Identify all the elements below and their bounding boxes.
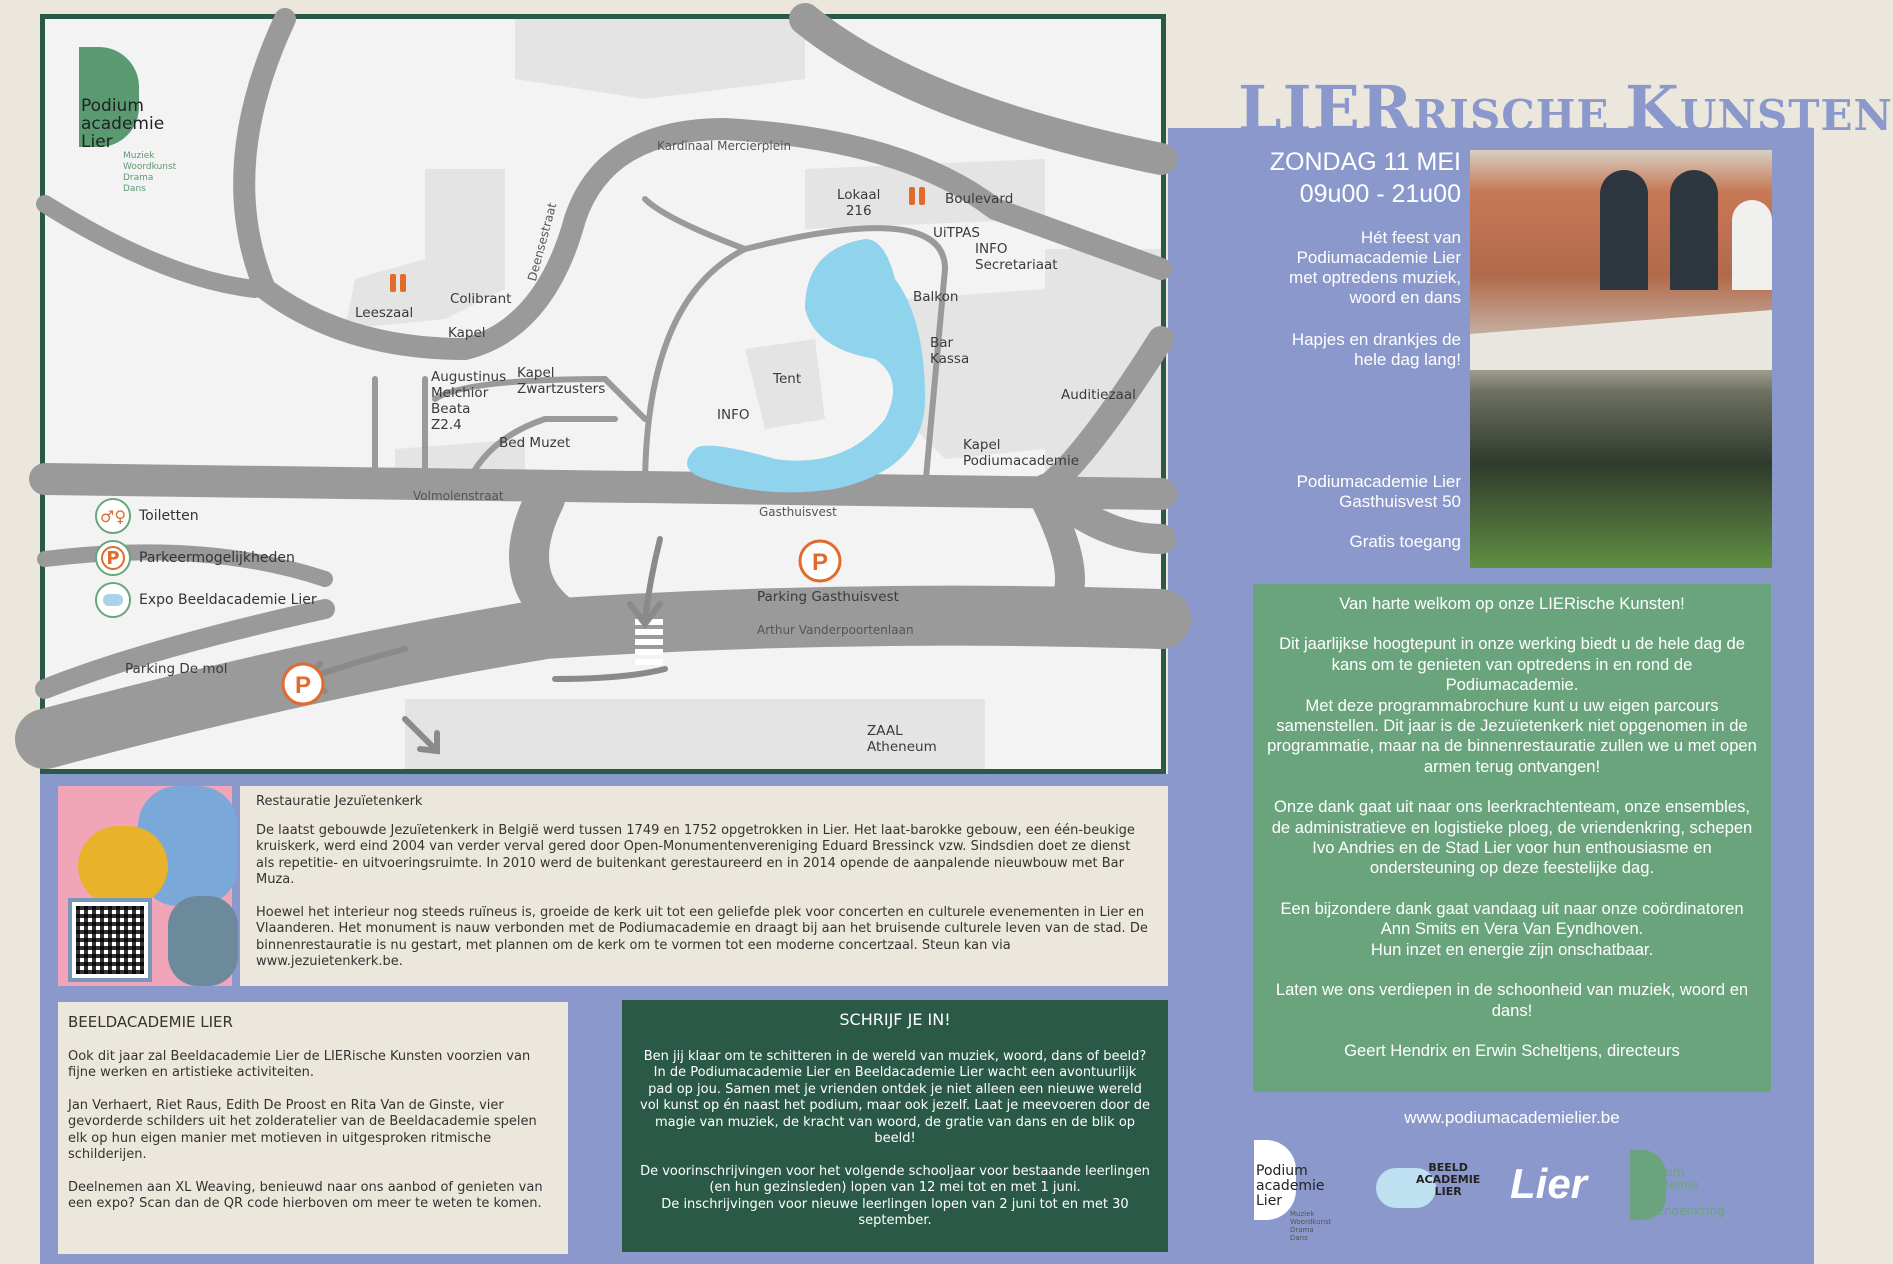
label-bar-kassa: Bar Kassa <box>930 335 970 367</box>
event-address: Podiumacademie Lier Gasthuisvest 50 <box>1296 472 1461 511</box>
label-kapel-zwartzusters: Kapel Zwartzusters <box>517 365 606 397</box>
restoration-section: Restauratie Jezuïetenkerk De laatst gebouwde Jezuïetenkerk in België werd tussen 1749 en 1752 opgetrokken in Lier. Het laat-barokke gebouw, een één-beukige kruiskerk, werd eind 2004 van verder verval gered door Open-Monumentenvereniging Eduard Bressinck vzw. Sindsdien doet ze dienst als repetitie- en uitvoeringsruimte. In 2010 werd de buitenkant gerestaureerd en in 2014 opende de aanpalende nieuwbouw met Bar Muza. Hoewel het interieur nog steeds ruïneus is, groeide de kerk uit tot een geliefde plek voor concerten en culturele evenementen in Lier en Vlaanderen. Het monument is nauw verbonden met de Podiumacademie en draagt bij aan het bruisende culturele leven van de stad. De binnenrestauratie is nu gestart, met plannen om de kerk om te vormen tot een moderne concertzaal. Steun kan via www.jezuietenkerk.be. <box>240 786 1168 986</box>
website-link[interactable]: www.podiumacademielier.be <box>1404 1108 1620 1127</box>
label-info: INFO <box>717 407 750 423</box>
event-catering: Hapjes en drankjes de hele dag lang! <box>1291 330 1461 369</box>
label-balkon: Balkon <box>913 289 959 305</box>
label-kapel: Kapel <box>448 325 486 341</box>
footer-vriendenkring-logo: Podium academie Lier Vriendenkring <box>1630 1140 1750 1230</box>
parking-icon <box>800 541 840 581</box>
footer-lier-logo: Lier <box>1510 1160 1588 1207</box>
label-uitpas: UiTPAS <box>933 225 980 241</box>
legend-toilets: ♂♀ Toiletten <box>95 499 199 533</box>
label-info-secretariaat: INFO Secretariaat <box>975 241 1058 273</box>
street-arthur-vanderpoortenlaan: Arthur Vanderpoortenlaan <box>757 623 914 637</box>
legend-expo: Expo Beeldacademie Lier <box>95 583 317 617</box>
label-tent: Tent <box>773 371 802 387</box>
legend-parking: P Parkeermogelijkheden <box>95 541 295 575</box>
label-lokaal: Lokaal 216 <box>837 187 881 219</box>
qr-code-icon[interactable] <box>76 906 144 974</box>
parking-icon: P <box>95 540 131 576</box>
label-parking-de-mol: Parking De mol <box>125 661 228 677</box>
event-description: Hét feest van Podiumacademie Lier met optredens muziek, woord en dans <box>1289 228 1461 307</box>
label-bed-muzet: Bed Muzet <box>499 435 571 451</box>
registration-section: SCHRIJF JE IN! Ben jij klaar om te schitteren in de wereld van muziek, woord, dans of beeld? In de Podiumacademie Lier en Beeldacademie Lier wacht een avontuurlijk pad op jou. Samen met je vrienden ontdek je niet alleen een nieuwe wereld vol kunst op én naast het podium, maar ook jezelf. Laat je meevoeren door de magie van muziek, de kracht van woord, de gratie van dans en de blik op beeld! De voorinschrijvingen voor het volgende schooljaar voor bestaande leerlingen (en hun gezinsleden) lopen van 12 mei tot en met 1 juni. De inschrijvingen voor nieuwe leerlingen lopen van 2 juni tot en met 30 september. <box>622 1000 1168 1252</box>
label-auditiezaal: Auditiezaal <box>1061 387 1136 403</box>
toilet-icon: ♂♀ <box>95 498 131 534</box>
label-colibrant: Colibrant <box>450 291 512 307</box>
footer-beeldacademie-logo: BEELD ACADEMIE LIER <box>1376 1140 1486 1230</box>
event-entry: Gratis toegang <box>1349 532 1461 551</box>
street-gasthuisvest: Gasthuisvest <box>759 505 837 519</box>
label-boulevard: Boulevard <box>945 191 1014 207</box>
welcome-text: Van harte welkom op onze LIERische Kunsten! Dit jaarlijkse hoogtepunt in onze werking biedt u de hele dag de kans om te genieten van optredens in en rond de Podiumacademie. Met deze programmabrochure kunt u uw eigen parcours samenstellen. Dit jaar is de Jezuïetenkerk niet opgenomen in de programmatie, maar na de binnenrestauratie zullen we u met open armen terug ontvangen! Onze dank gaat uit naar ons leerkrachtenteam, onze ensembles, de administratieve en logistieke ploeg, de vriendenkring, schepen Ivo Andries en de Stad Lier voor hun enthousiasme en ondersteuning op deze feestelijke dag. Een bijzondere dank gaat vandaag uit naar onze coördinatoren Ann Smits en Vera Van Eyndhoven. Hun inzet en energie zijn onschatbaar. Laten we ons verdiepen in de schoonheid van muziek, woord en dans! Geert Hendrix en Erwin Scheltjens, directeurs <box>1253 584 1771 1092</box>
beeldacademie-icon <box>95 582 131 618</box>
label-parking-gasthuisvest: Parking Gasthuisvest <box>757 589 899 605</box>
label-augustinus: Augustinus Melchior Beata Z2.4 <box>431 369 507 433</box>
label-leeszaal: Leeszaal <box>355 305 414 321</box>
site-map <box>40 14 1166 774</box>
event-title: LIERRISCHE KUNSTEN <box>1238 72 1893 145</box>
street-kardinaal: Kardinaal Mercierplein <box>657 139 792 153</box>
event-date: ZONDAG 11 MEI 09u00 - 21u00 <box>1269 148 1461 208</box>
svg-text:P: P <box>294 672 312 699</box>
podium-logo: Podium academie Lier Muziek Woordkunst Drama Dans <box>79 47 199 157</box>
label-kapel-podiumacademie: Kapel Podiumacademie <box>963 437 1079 469</box>
artwork-qr-image <box>58 786 232 986</box>
svg-text:P: P <box>811 549 829 576</box>
event-photo <box>1470 150 1772 568</box>
parking-icon <box>283 664 323 704</box>
label-zaal-atheneum: ZAAL Atheneum <box>867 723 937 755</box>
footer-podium-logo: Podium academie Lier Muziek Woordkunst Drama Dans <box>1254 1140 1354 1230</box>
street-deensestraat: Deensestraat <box>525 201 560 283</box>
street-volmolenstraat: Volmolenstraat <box>413 489 504 503</box>
beeldacademie-section: BEELDACADEMIE LIER Ook dit jaar zal Beeldacademie Lier de LIERische Kunsten voorzien van fijne werken en artistieke activiteiten. Jan Verhaert, Riet Raus, Edith De Proost en Rita Van de Ginste, vier gevorderde schilders uit het zolderatelier van de Beeldacademie spelen elk op hun eigen manier met motieven in uitgesproken ritmische schilderijen. Deelnemen aan XL Weaving, benieuwd naar ons aanbod of genieten van een expo? Scan dan de QR code hierboven om meer te weten te komen. <box>58 1002 568 1254</box>
